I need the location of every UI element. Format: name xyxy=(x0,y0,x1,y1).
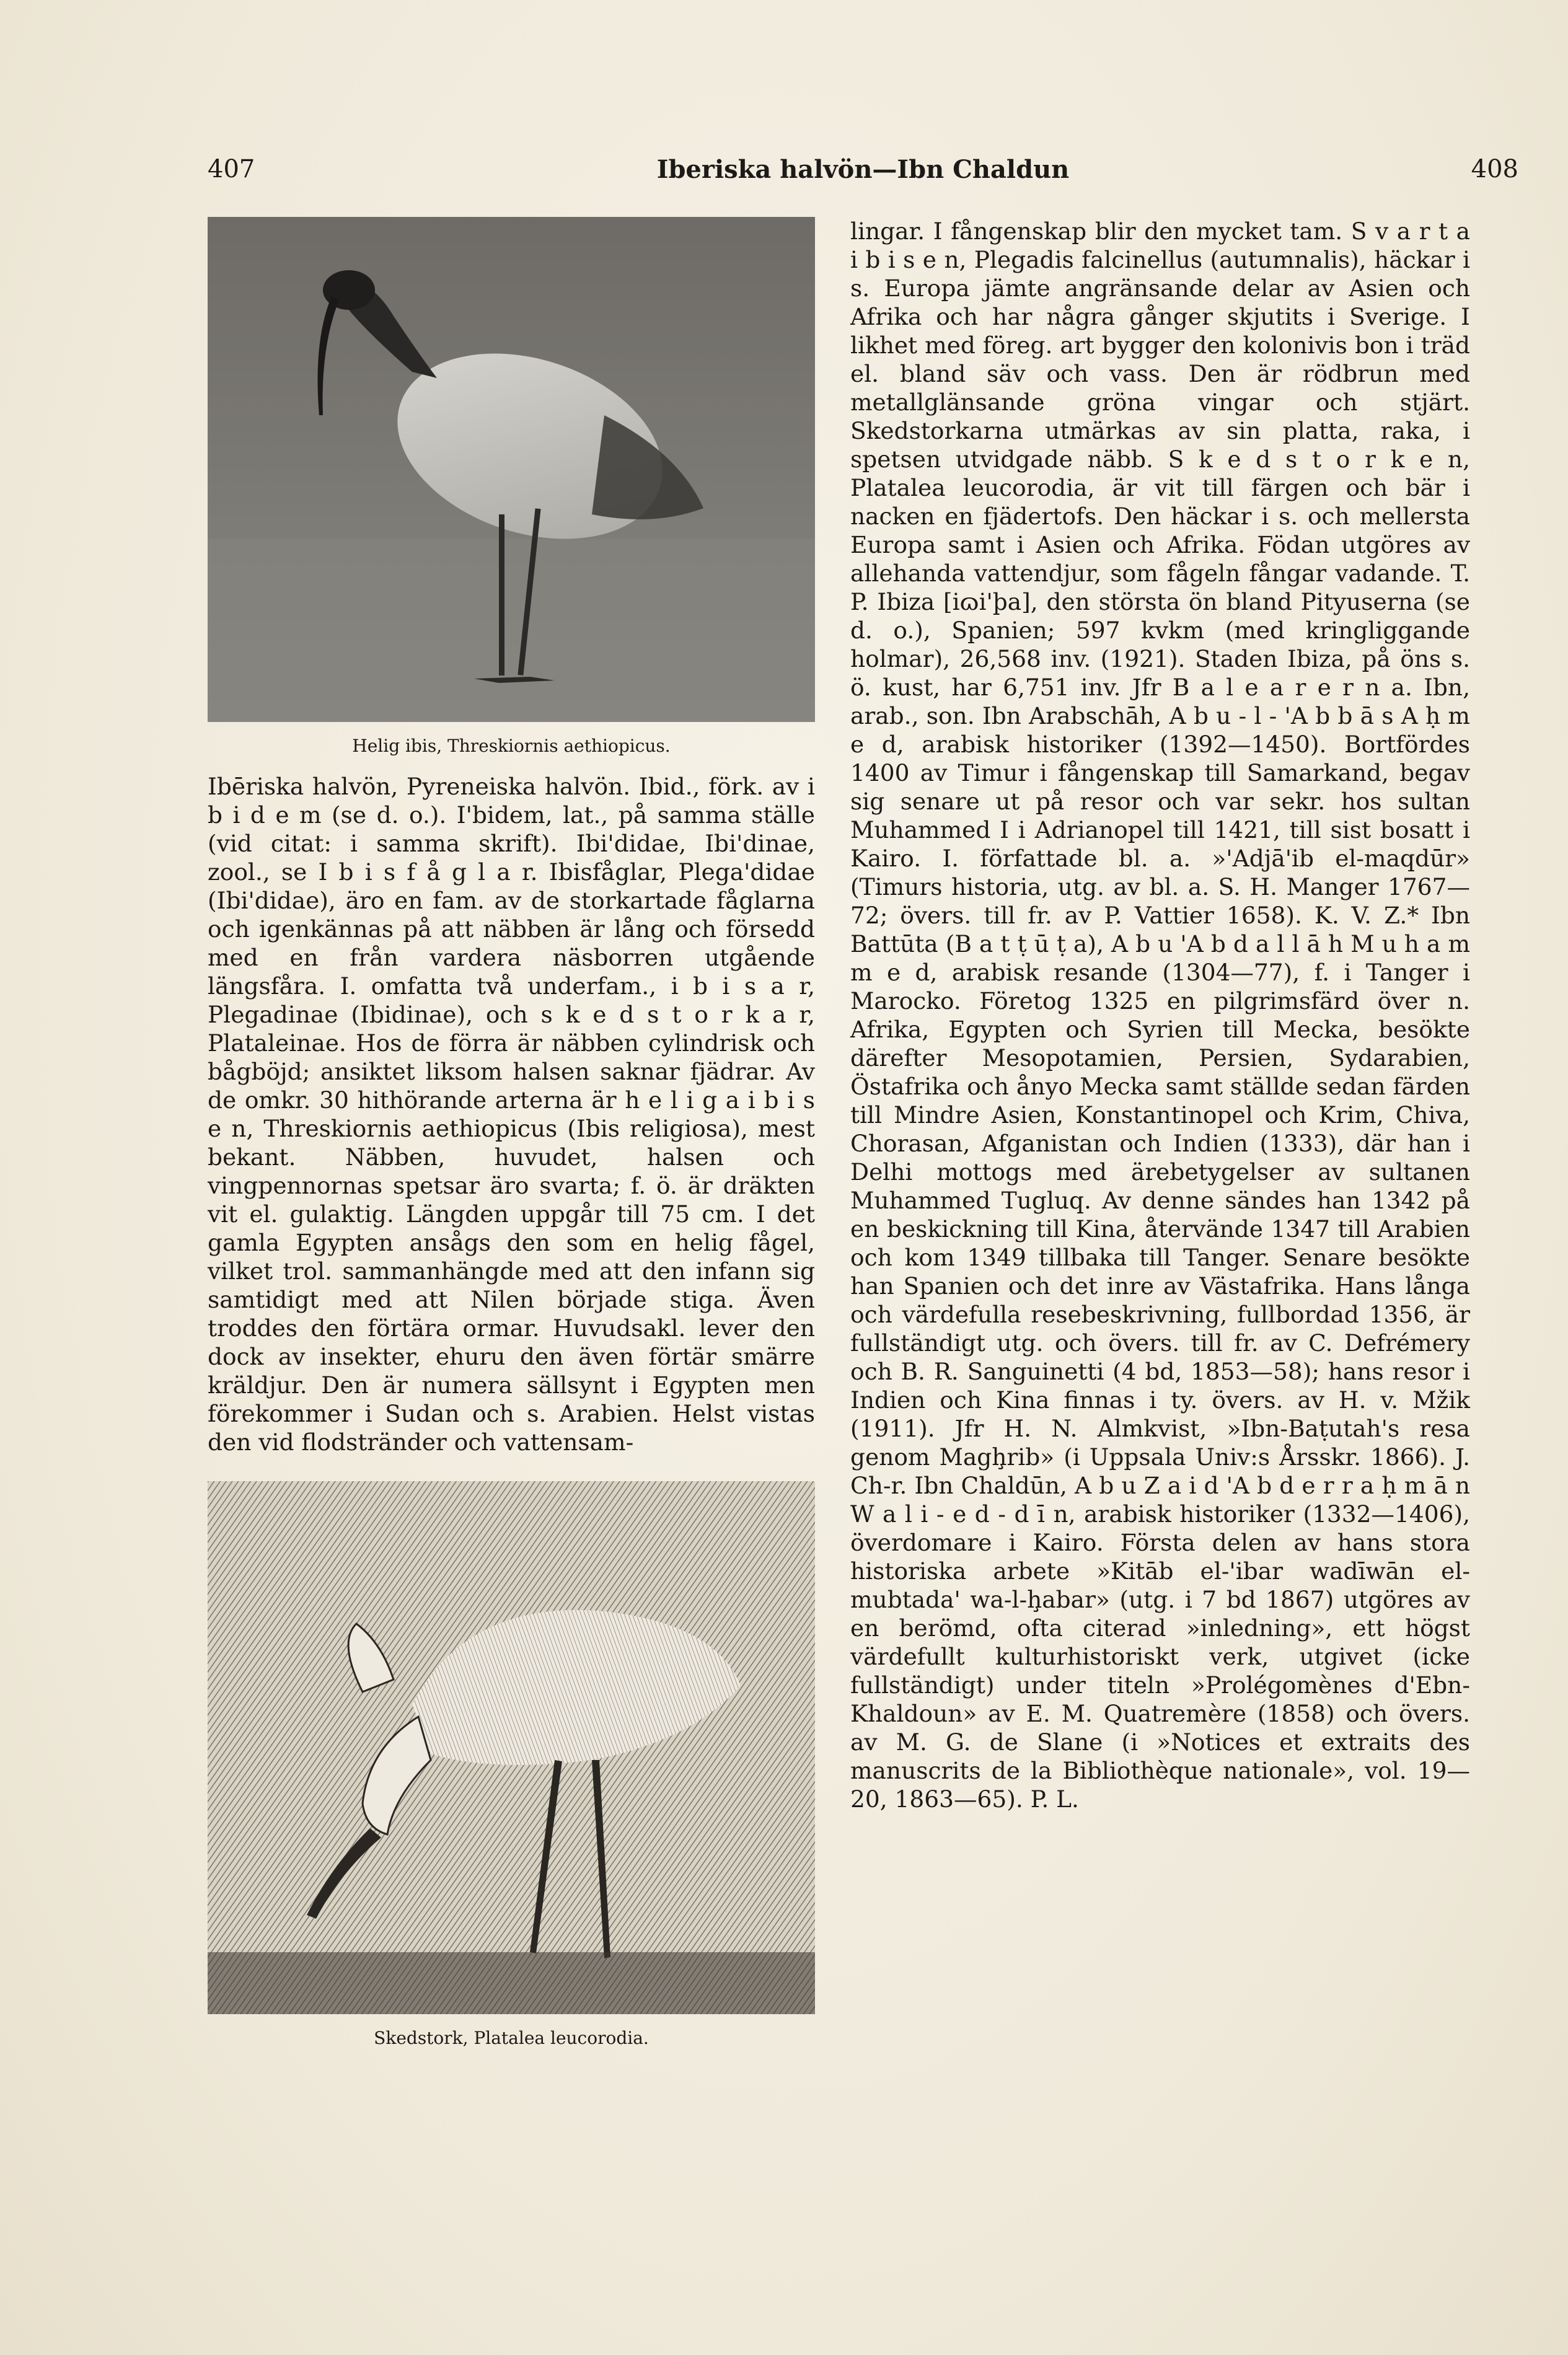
page-header xyxy=(208,155,1518,192)
right-column xyxy=(850,217,1470,1813)
ibis-photo xyxy=(208,217,815,722)
spoonbill-engraving xyxy=(208,1481,815,2014)
left-column-text: Ibēriska halvön, Pyreneiska halvön. Ibid., förk. av i b i d e m (se d. o.). I'bidem, lat., på samma ställe (vid citat: i samma skrift). Ibi'didae, Ibi'dinae, zool., se I b i s f å g l a r. Ibisfåglar, Plega'didae (Ibi'didae), äro en fam. av de storkartade fåglarna och igenkännas på att näbben är lång och försedd med en från vardera näsborren utgående längsfåra. I. omfatta två underfam., i b i s a r, Plegadinae (Ibidinae), och s k e d s t o r k a r, Plataleinae. Hos de förra är näbben cylindrisk och bågböjd; ansiktet liksom halsen saknar fjädrar. Av de omkr. 30 hithörande arterna är h e l i g a i b i s e n, Threskiornis aethiopicus (Ibis religiosa), mest bekant. Näbben, huvudet, halsen och vingpennornas spetsar äro svarta; f. ö. är dräkten vit el. gulaktig. Längden uppgår till 75 cm. I det gamla Egypten ansågs den som en helig fågel, vilket trol. sammanhängde med att den infann sig samtidigt med att Nilen började stiga. Även troddes den förtära ormar. Huvudsakl. lever den dock av insekter, ehuru den även förtär smärre kräldjur. Den är numera sällsynt i Egypten men förekommer i Sudan och s. Arabien. Helst vistas den vid flodstränder och vattensam- xyxy=(208,773,815,1456)
running-title: Iberiska halvön—Ibn Chaldun xyxy=(656,155,1070,184)
spoonbill-figure xyxy=(208,1481,815,2048)
ibis-caption: Helig ibis, Threskiornis aethiopicus. xyxy=(352,736,671,756)
right-column-text: lingar. I fångenskap blir den mycket tam. S v a r t a i b i s e n, Plegadis falcinellus (autumnalis), häckar i s. Europa jämte angränsande delar av Asien och Afrika och har några gånger skjutits i Sverige. I likhet med föreg. art bygger den kolonivis bon i träd el. bland säv och vass. Den är rödbrun med metallglänsande gröna vingar och stjärt. Skedstorkarna utmärkas av sin platta, raka, i spetsen utvidgade näbb. S k e d s t o r k e n, Platalea leucorodia, är vit till färgen och bär i nacken en fjädertofs. Den häckar i s. och mellersta Europa samt i Asien och Afrika. Födan utgöres av allehanda vattendjur, som fågeln fångar vadande. T. P. Ibiza [iɷi'þa], den största ön bland Pityuserna (se d. o.), Spanien; 597 kvkm (med kringliggande holmar), 26,568 inv. (1921). Staden Ibiza, på öns s. ö. kust, har 6,751 inv. Jfr B a l e a r e r n a. Ibn, arab., son. Ibn Arabschāh, A b u - l - 'A b b ā s A ḥ m e d, arabisk historiker (1392—1450). Bortfördes 1400 av Timur i fångenskap till Samarkand, begav sig senare ut på resor och var sekr. hos sultan Muhammed I i Adrianopel till 1421, till sist bosatt i Kairo. I. författade bl. a. »'Adjā'ib el-maqdūr» (Timurs historia, utg. av bl. a. S. H. Manger 1767—72; övers. till fr. av P. Vattier 1658). K. V. Z.* Ibn Battūta (B a t ṭ ū ṭ a), A b u 'A b d a l l ā h M u h a m m e d, arabisk resande (1304—77), f. i Tanger i Marocko. Företog 1325 en pilgrimsfärd över n. Afrika, Egypten och Syrien till Mecka, besökte därefter Mesopotamien, Persien, Sydarabien, Östafrika och ånyo Mecka samt ställde sedan färden till Mindre Asien, Konstantinopel och Krim, Chiva, Chorasan, Afganistan och Indien (1333), där han i Delhi mottogs med ärebetygelser av sultanen Muhammed Tugluq. Av denne sändes han 1342 på en beskickning till Kina, återvände 1347 till Arabien och kom 1349 tillbaka till Tanger. Senare besökte han Spanien och det inre av Västafrika. Hans långa och värdefulla resebeskrivning, fullbordad 1356, är fullständigt utg. och övers. till fr. av C. Defrémery och B. R. Sanguinetti (4 bd, 1853—58); hans resor i Indien och Kina finnas i ty. övers. av H. v. Mžik (1911). Jfr H. N. Almkvist, »Ibn-Baṭutah's resa genom Magḩrib» (i Uppsala Univ:s Årsskr. 1866). J. Ch-r. Ibn Chaldūn, A b u Z a i d 'A b d e r r a ḥ m ā n W a l i - e d - d ī n, arabisk historiker (1332—1406), överdomare i Kairo. Första delen av hans stora historiska arbete »Kitāb el-'ibar wadīwān el-mubtada' wa-l-ḩabar» (utg. i 7 bd 1867) utgöres av en berömd, ofta citerad »inledning», ett högst värdefullt kulturhistoriskt verk, utgivet (icke fullständigt) under titeln »Prolégomènes d'Ebn-Khaldoun» av E. M. Quatremère (1858) och övers. av M. G. de Slane (i »Notices et extraits des manuscrits de la Bibliothèque nationale», vol. 19—20, 1863—65). P. L. xyxy=(850,218,1470,1813)
spoonbill-caption: Skedstork, Platalea leucorodia. xyxy=(374,2028,649,2048)
page-number-right: 408 xyxy=(1471,155,1518,183)
page-number-left: 407 xyxy=(208,155,255,183)
ibis-figure xyxy=(208,217,815,756)
left-column xyxy=(208,217,815,2064)
